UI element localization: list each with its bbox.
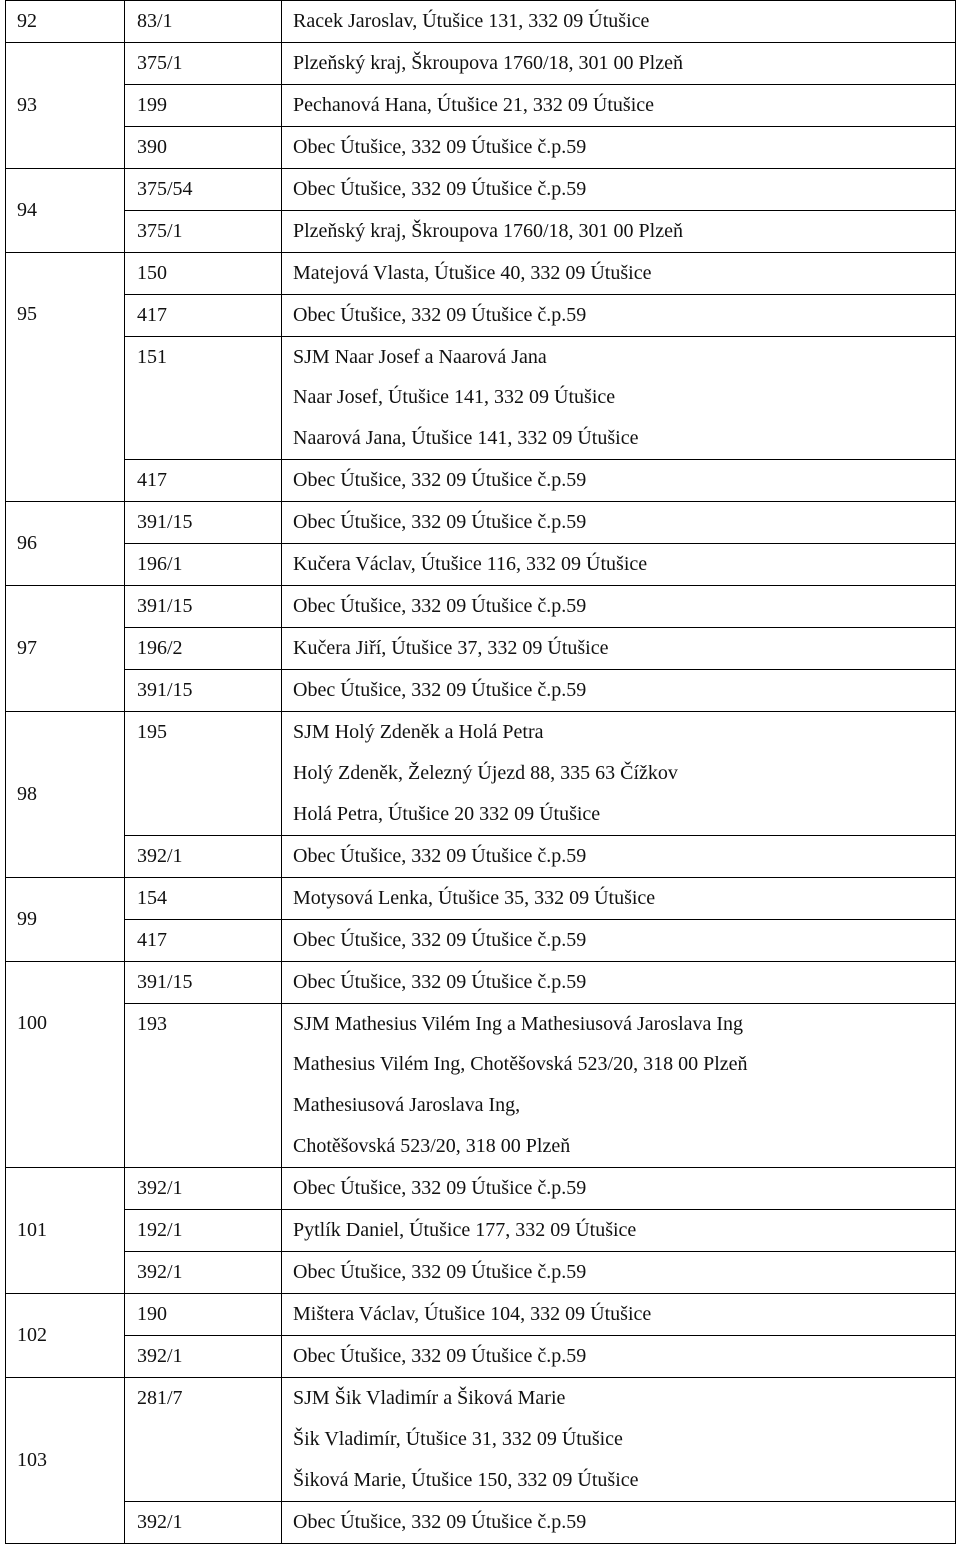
parcel-number <box>137 753 281 794</box>
owner-line: Obec Útušice, 332 09 Útušice č.p.59 <box>293 1345 587 1367</box>
parcel-number <box>137 794 281 835</box>
owner-line: Obec Útušice, 332 09 Útušice č.p.59 <box>293 1510 587 1533</box>
group-number: 93 <box>17 93 37 116</box>
owner-line: Holý Zdeněk, Železný Újezd 88, 335 63 Čížkov <box>293 761 678 784</box>
owner-line: Plzeňský kraj, Škroupova 1760/18, 301 00 Plzeň <box>293 219 683 242</box>
parcel-cell <box>125 670 282 712</box>
group-number: 92 <box>17 10 37 32</box>
parcel-cell <box>125 628 282 670</box>
parcel-cell <box>125 961 282 1003</box>
owner-cell <box>282 502 956 544</box>
group-number-cell <box>6 1294 125 1378</box>
parcel-number: 375/54 <box>137 177 193 200</box>
owner-line: Racek Jaroslav, Útušice 131, 332 09 Útušice <box>293 10 650 32</box>
owner-line: SJM Holý Zdeněk a Holá Petra <box>293 720 544 743</box>
table-row <box>6 502 956 544</box>
parcel-cell <box>125 210 282 252</box>
owner-line: Naarová Jana, Útušice 141, 332 09 Útušice <box>293 427 639 450</box>
owner-line: Motysová Lenka, Útušice 35, 332 09 Útušice <box>293 886 656 909</box>
group-number-cell <box>6 586 125 712</box>
parcel-cell <box>125 919 282 961</box>
group-number-cell <box>6 877 125 961</box>
table-row <box>6 544 956 586</box>
table-row <box>6 628 956 670</box>
owner-line: Mathesiusová Jaroslava Ing, <box>293 1094 521 1117</box>
table-row <box>6 1336 956 1378</box>
table-row <box>6 586 956 628</box>
parcel-number: 281/7 <box>137 1386 183 1409</box>
parcel-number: 199 <box>137 93 167 116</box>
owner-line: Obec Útušice, 332 09 Útušice č.p.59 <box>293 303 587 326</box>
parcel-cell <box>125 1003 282 1168</box>
owner-line: Obec Útušice, 332 09 Útušice č.p.59 <box>293 469 587 492</box>
parcel-cell <box>125 1377 282 1501</box>
owner-cell <box>282 835 956 877</box>
parcel-number <box>137 1044 281 1085</box>
group-number: 102 <box>17 1324 47 1347</box>
table-row <box>6 835 956 877</box>
owner-line: Kučera Václav, Útušice 116, 332 09 Útušice <box>293 553 648 576</box>
group-number: 95 <box>17 302 37 325</box>
parcel-number: 391/15 <box>137 970 193 993</box>
owner-cell <box>282 84 956 126</box>
owner-line: Naar Josef, Útušice 141, 332 09 Útušice <box>293 386 616 409</box>
owner-cell <box>282 294 956 336</box>
parcel-number: 192/1 <box>137 1219 183 1242</box>
parcel-number: 190 <box>137 1303 167 1326</box>
owner-line: Plzeňský kraj, Škroupova 1760/18, 301 00 Plzeň <box>293 51 683 74</box>
table-row <box>6 1210 956 1252</box>
group-number-cell <box>6 168 125 252</box>
table-row <box>6 877 956 919</box>
table-row <box>6 336 956 460</box>
owner-cell <box>282 1252 956 1294</box>
table-row <box>6 42 956 84</box>
owner-line: Kučera Jiří, Útušice 37, 332 09 Útušice <box>293 637 609 660</box>
table-row <box>6 1501 956 1543</box>
owner-line: Mathesius Vilém Ing, Chotěšovská 523/20, 318 00 Plzeň <box>293 1053 748 1076</box>
table-row <box>6 1 956 43</box>
group-number: 103 <box>17 1448 47 1471</box>
group-number: 100 <box>17 1011 47 1034</box>
parcel-number <box>137 1419 281 1460</box>
owner-cell <box>282 1210 956 1252</box>
owner-line: Obec Útušice, 332 09 Útušice č.p.59 <box>293 679 587 701</box>
parcel-number: 392/1 <box>137 844 183 867</box>
parcel-cell <box>125 1501 282 1543</box>
table-row <box>6 84 956 126</box>
parcel-number <box>137 418 281 459</box>
group-number: 94 <box>17 198 37 221</box>
owner-cell <box>282 877 956 919</box>
parcel-number: 392/1 <box>137 1510 183 1533</box>
owner-cell <box>282 460 956 502</box>
parcel-number: 391/15 <box>137 595 193 618</box>
table-row <box>6 460 956 502</box>
owner-cell <box>282 210 956 252</box>
parcel-number: 150 <box>137 261 167 284</box>
parcel-cell <box>125 1 282 43</box>
parcel-cell <box>125 877 282 919</box>
owner-line: Obec Útušice, 332 09 Útušice č.p.59 <box>293 970 587 993</box>
table-row <box>6 294 956 336</box>
owner-line: Obec Útušice, 332 09 Útušice č.p.59 <box>293 135 587 158</box>
parcel-number <box>137 1085 281 1126</box>
group-number-cell <box>6 1168 125 1294</box>
parcel-number: 392/1 <box>137 1345 183 1367</box>
owner-cell <box>282 670 956 712</box>
owner-line: Obec Útušice, 332 09 Útušice č.p.59 <box>293 1261 587 1284</box>
group-number: 96 <box>17 532 37 555</box>
parcel-cell <box>125 460 282 502</box>
parcel-cell <box>125 84 282 126</box>
parcel-cell <box>125 711 282 835</box>
parcel-number <box>137 1460 281 1501</box>
group-number-cell <box>6 502 125 586</box>
group-number-cell <box>6 42 125 168</box>
parcel-cell <box>125 544 282 586</box>
group-number-cell <box>6 1 125 43</box>
owner-line: SJM Mathesius Vilém Ing a Mathesiusová Jaroslava Ing <box>293 1012 744 1035</box>
owner-line: Matejová Vlasta, Útušice 40, 332 09 Útušice <box>293 261 652 284</box>
owner-cell <box>282 1168 956 1210</box>
parcel-number: 195 <box>137 720 167 743</box>
parcel-number: 375/1 <box>137 219 183 242</box>
owner-cell <box>282 1003 956 1168</box>
owner-cell <box>282 42 956 84</box>
table-row <box>6 1294 956 1336</box>
table-row <box>6 919 956 961</box>
parcel-number: 83/1 <box>137 10 173 32</box>
parcel-number: 391/15 <box>137 511 193 534</box>
parcel-cell <box>125 252 282 294</box>
parcel-number <box>137 1126 281 1167</box>
table-body <box>6 1 956 1544</box>
parcel-number: 154 <box>137 886 167 909</box>
parcel-number: 392/1 <box>137 1261 183 1284</box>
owner-line: Chotěšovská 523/20, 318 00 Plzeň <box>293 1135 571 1158</box>
table-row <box>6 1168 956 1210</box>
parcel-cell <box>125 168 282 210</box>
table-row <box>6 1377 956 1501</box>
owner-line: Pytlík Daniel, Útušice 177, 332 09 Útušice <box>293 1219 637 1242</box>
parcel-number: 196/1 <box>137 553 183 576</box>
owner-cell <box>282 1336 956 1378</box>
table-row <box>6 711 956 835</box>
table-row <box>6 1003 956 1168</box>
owner-line: SJM Šik Vladimír a Šiková Marie <box>293 1386 566 1409</box>
table-row <box>6 168 956 210</box>
owner-cell <box>282 711 956 835</box>
parcel-number: 193 <box>137 1012 167 1035</box>
group-number: 98 <box>17 782 37 805</box>
owner-line: Obec Útušice, 332 09 Útušice č.p.59 <box>293 844 587 867</box>
owner-line: Obec Útušice, 332 09 Útušice č.p.59 <box>293 595 587 618</box>
parcel-cell <box>125 1252 282 1294</box>
group-number-cell <box>6 1377 125 1543</box>
owner-line: Obec Útušice, 332 09 Útušice č.p.59 <box>293 511 587 534</box>
owner-cell <box>282 544 956 586</box>
group-number-cell <box>6 961 125 1168</box>
parcel-cell <box>125 294 282 336</box>
owner-line: Obec Útušice, 332 09 Útušice č.p.59 <box>293 928 587 951</box>
parcel-number <box>137 377 281 418</box>
parcel-number: 390 <box>137 135 167 158</box>
group-number-cell <box>6 711 125 877</box>
parcel-cell <box>125 336 282 460</box>
table-row <box>6 961 956 1003</box>
parcel-cell <box>125 1294 282 1336</box>
owner-line: Mištera Václav, Útušice 104, 332 09 Útušice <box>293 1303 652 1326</box>
parcel-cell <box>125 1168 282 1210</box>
parcel-number: 196/2 <box>137 637 183 660</box>
table-row <box>6 670 956 712</box>
table-row <box>6 1252 956 1294</box>
parcel-cell <box>125 42 282 84</box>
parcel-number: 417 <box>137 928 167 951</box>
owner-cell <box>282 336 956 460</box>
table-row <box>6 210 956 252</box>
parcel-cell <box>125 835 282 877</box>
owner-cell <box>282 1 956 43</box>
owner-cell <box>282 1294 956 1336</box>
table-row <box>6 252 956 294</box>
owner-cell <box>282 1501 956 1543</box>
owner-cell <box>282 961 956 1003</box>
group-number-cell <box>6 252 125 502</box>
owner-line: Šiková Marie, Útušice 150, 332 09 Útušice <box>293 1468 639 1491</box>
owner-cell <box>282 1377 956 1501</box>
group-number: 97 <box>17 637 37 660</box>
group-number: 101 <box>17 1219 47 1242</box>
owner-cell <box>282 252 956 294</box>
parcel-number: 392/1 <box>137 1177 183 1200</box>
owner-cell <box>282 919 956 961</box>
owner-cell <box>282 126 956 168</box>
parcel-number: 417 <box>137 469 167 492</box>
parcel-number: 391/15 <box>137 679 193 701</box>
parcel-cell <box>125 1336 282 1378</box>
table-row <box>6 126 956 168</box>
parcel-cell <box>125 502 282 544</box>
owner-cell <box>282 168 956 210</box>
parcel-number: 417 <box>137 303 167 326</box>
parcel-number: 151 <box>137 345 167 368</box>
owner-line: Holá Petra, Útušice 20 332 09 Útušice <box>293 802 601 825</box>
parcel-owner-table <box>5 0 956 1544</box>
parcel-cell <box>125 126 282 168</box>
owner-line: Šik Vladimír, Útušice 31, 332 09 Útušice <box>293 1427 623 1450</box>
owner-line: Obec Útušice, 332 09 Útušice č.p.59 <box>293 1177 587 1200</box>
parcel-number: 375/1 <box>137 51 183 74</box>
group-number: 99 <box>17 907 37 930</box>
owner-line: Pechanová Hana, Útušice 21, 332 09 Útušice <box>293 93 655 116</box>
owner-cell <box>282 586 956 628</box>
owner-line: SJM Naar Josef a Naarová Jana <box>293 345 547 368</box>
parcel-cell <box>125 1210 282 1252</box>
parcel-cell <box>125 586 282 628</box>
owner-cell <box>282 628 956 670</box>
owner-line: Obec Útušice, 332 09 Útušice č.p.59 <box>293 177 587 200</box>
